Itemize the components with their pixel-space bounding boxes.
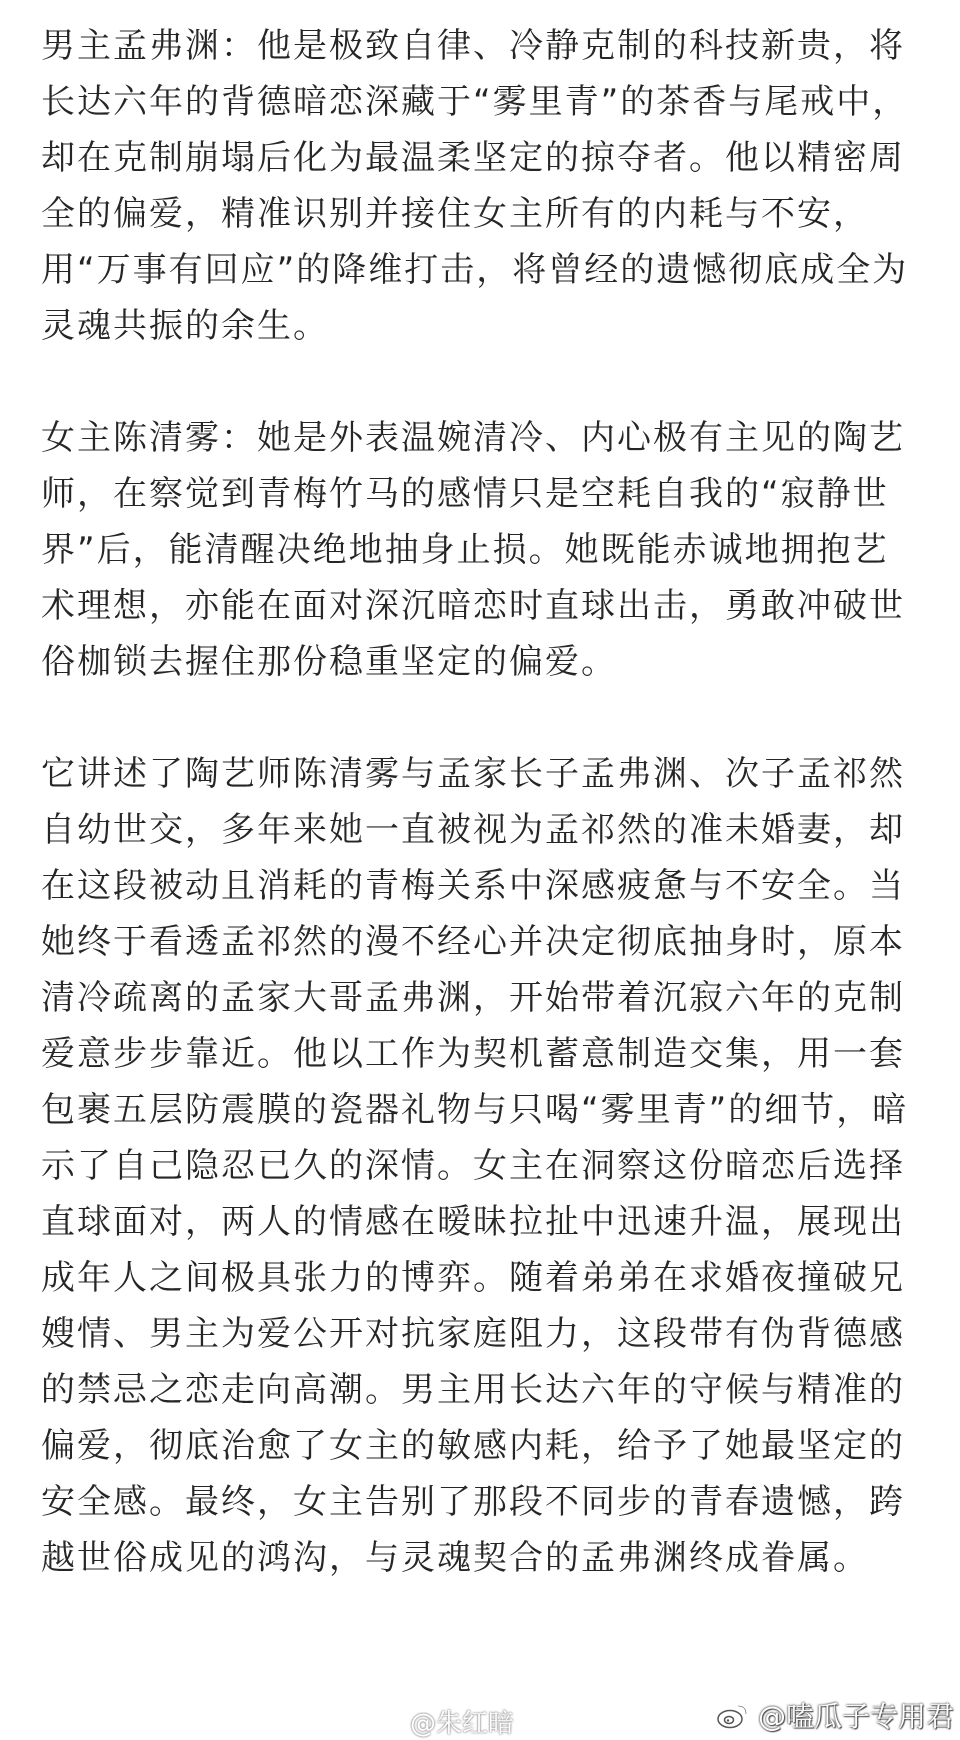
watermark-left-text: @朱红暗: [410, 1708, 515, 1739]
watermark-left: [410, 1705, 514, 1737]
paragraph-female-lead: 女主陈清雾：她是外表温婉清冷、内心极有主见的陶艺师，在察觉到青梅竹马的感情只是空耗自我的“寂静世界”后，能清醒决绝地抽身止损。她既能赤诚地拥抱艺术理想，亦能在面对深沉暗恋时直球出击，勇敢冲破世俗枷锁去握住那份稳重坚定的偏爱。: [41, 418, 905, 682]
paragraph-male-lead: 男主孟弗渊：他是极致自律、冷静克制的科技新贵，将长达六年的背德暗恋深藏于“雾里青”的茶香与尾戒中，却在克制崩塌后化为最温柔坚定的掠夺者。他以精密周全的偏爱，精准识别并接住女主所有的内耗与不安，用“万事有回应”的降维打击，将曾经的遗憾彻底成全为灵魂共振的余生。: [41, 26, 909, 346]
watermark-right-text: @嗑瓜子专用君: [757, 1700, 954, 1733]
paragraph-synopsis: 它讲述了陶艺师陈清雾与孟家长子孟弗渊、次子孟祁然自幼世交，多年来她一直被视为孟祁然的准未婚妻，却在这段被动且消耗的青梅关系中深感疲惫与不安全。当她终于看透孟祁然的漫不经心并决定彻底抽身时，原本清冷疏离的孟家大哥孟弗渊，开始带着沉寂六年的克制爱意步步靠近。他以工作为契机蓄意制造交集，用一套包裹五层防震膜的瓷器礼物与只喝“雾里青”的细节，暗示了自己隐忍已久的深情。女主在洞察这份暗恋后选择直球面对，两人的情感在暧昧拉扯中迅速升温，展现出成年人之间极具张力的博弈。随着弟弟在求婚夜撞破兄嫂情、男主为爱公开对抗家庭阻力，这段带有伪背德感的禁忌之恋走向高潮。男主用长达六年的守候与精准的偏爱，彻底治愈了女主的敏感内耗，给予了她最坚定的安全感。最终，女主告别了那段不同步的青春遗憾，跨越世俗成见的鸿沟，与灵魂契合的孟弗渊终成眷属。: [41, 754, 909, 1578]
paragraph-spacer: [41, 354, 920, 410]
watermark: [716, 1695, 954, 1735]
paragraph-spacer: [41, 690, 920, 746]
weibo-icon: [716, 1700, 750, 1730]
